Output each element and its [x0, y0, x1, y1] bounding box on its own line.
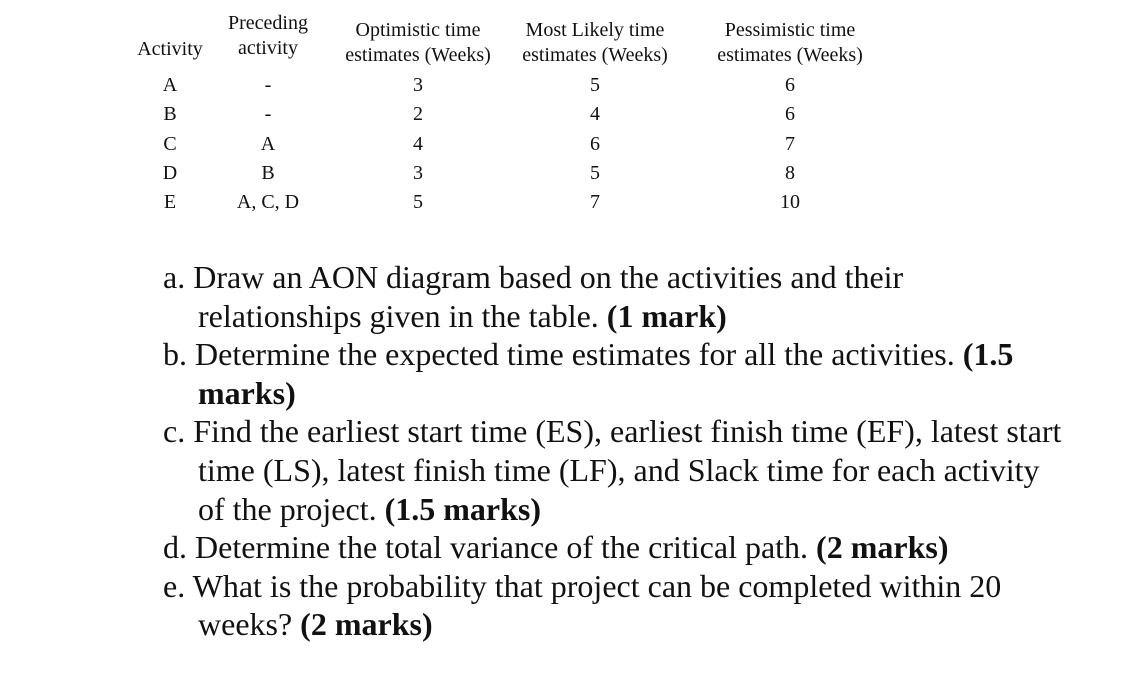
header-optimistic-line1: Optimistic time: [355, 19, 481, 41]
question-d: [163, 528, 1063, 567]
header-most-likely: [510, 18, 680, 68]
cell-pessimistic: 8: [785, 162, 795, 184]
header-most-likely-line2: estimates (Weeks): [522, 44, 668, 66]
cell-most-likely: 5: [590, 162, 600, 184]
question-text: d. Determine the total variance of the critical path.: [163, 529, 809, 566]
cell-optimistic: 2: [413, 103, 423, 125]
question-c: [163, 412, 1063, 528]
header-pessimistic-line2: estimates (Weeks): [717, 44, 863, 66]
question-e: [163, 567, 1063, 644]
cell-preceding: -: [264, 74, 272, 96]
question-marks: (1 mark): [606, 297, 727, 334]
header-pessimistic-line1: Pessimistic time: [724, 19, 856, 41]
header-activity: [120, 37, 220, 62]
cell-most-likely: 4: [590, 103, 600, 125]
header-preceding: [213, 11, 323, 61]
question-text: e. What is the probability that project can be completed within 20 weeks?: [163, 567, 1002, 643]
cell-preceding: B: [261, 162, 275, 184]
cell-activity: A: [162, 74, 178, 96]
cell-optimistic: 5: [413, 191, 423, 213]
cell-optimistic: 3: [413, 74, 423, 96]
question-marks: (2 marks): [300, 606, 433, 643]
question-b: [163, 335, 1063, 412]
cell-most-likely: 5: [590, 74, 600, 96]
question-marks: (1.5 marks): [384, 490, 542, 527]
cell-activity: B: [163, 103, 177, 125]
cell-pessimistic: 7: [785, 133, 795, 155]
cell-optimistic: 3: [413, 162, 423, 184]
cell-activity: D: [162, 162, 178, 184]
header-optimistic: [333, 18, 503, 68]
header-pessimistic: [700, 18, 880, 68]
header-most-likely-line1: Most Likely time: [525, 19, 665, 41]
header-optimistic-line2: estimates (Weeks): [345, 44, 491, 66]
question-list: [163, 258, 1063, 644]
cell-most-likely: 7: [590, 191, 600, 213]
cell-activity: E: [163, 191, 177, 213]
cell-preceding: A, C, D: [236, 191, 300, 213]
question-text: b. Determine the expected time estimates for all the activities.: [163, 336, 955, 373]
header-preceding-line2: activity: [238, 37, 298, 59]
cell-pessimistic: 10: [780, 191, 800, 213]
cell-pessimistic: 6: [785, 103, 795, 125]
question-text: c. Find the earliest start time (ES), earliest finish time (EF), latest start time (LS), latest finish time (LF), and Slack time for each activity of the project.: [163, 413, 1062, 527]
cell-most-likely: 6: [590, 133, 600, 155]
header-activity-line1: Activity: [137, 38, 203, 60]
cell-optimistic: 4: [413, 133, 423, 155]
activity-table: [0, 0, 1124, 230]
question-marks: (1.5 marks): [198, 336, 1014, 411]
cell-preceding: A: [260, 133, 276, 155]
question-a: [163, 258, 1063, 335]
header-preceding-line1: Preceding: [228, 12, 308, 34]
cell-pessimistic: 6: [785, 74, 795, 96]
question-marks: (2 marks): [816, 529, 949, 566]
cell-activity: C: [163, 133, 177, 155]
question-text: a. Draw an AON diagram based on the activities and their relationships given in the table.: [163, 259, 904, 334]
cell-preceding: -: [264, 103, 272, 125]
